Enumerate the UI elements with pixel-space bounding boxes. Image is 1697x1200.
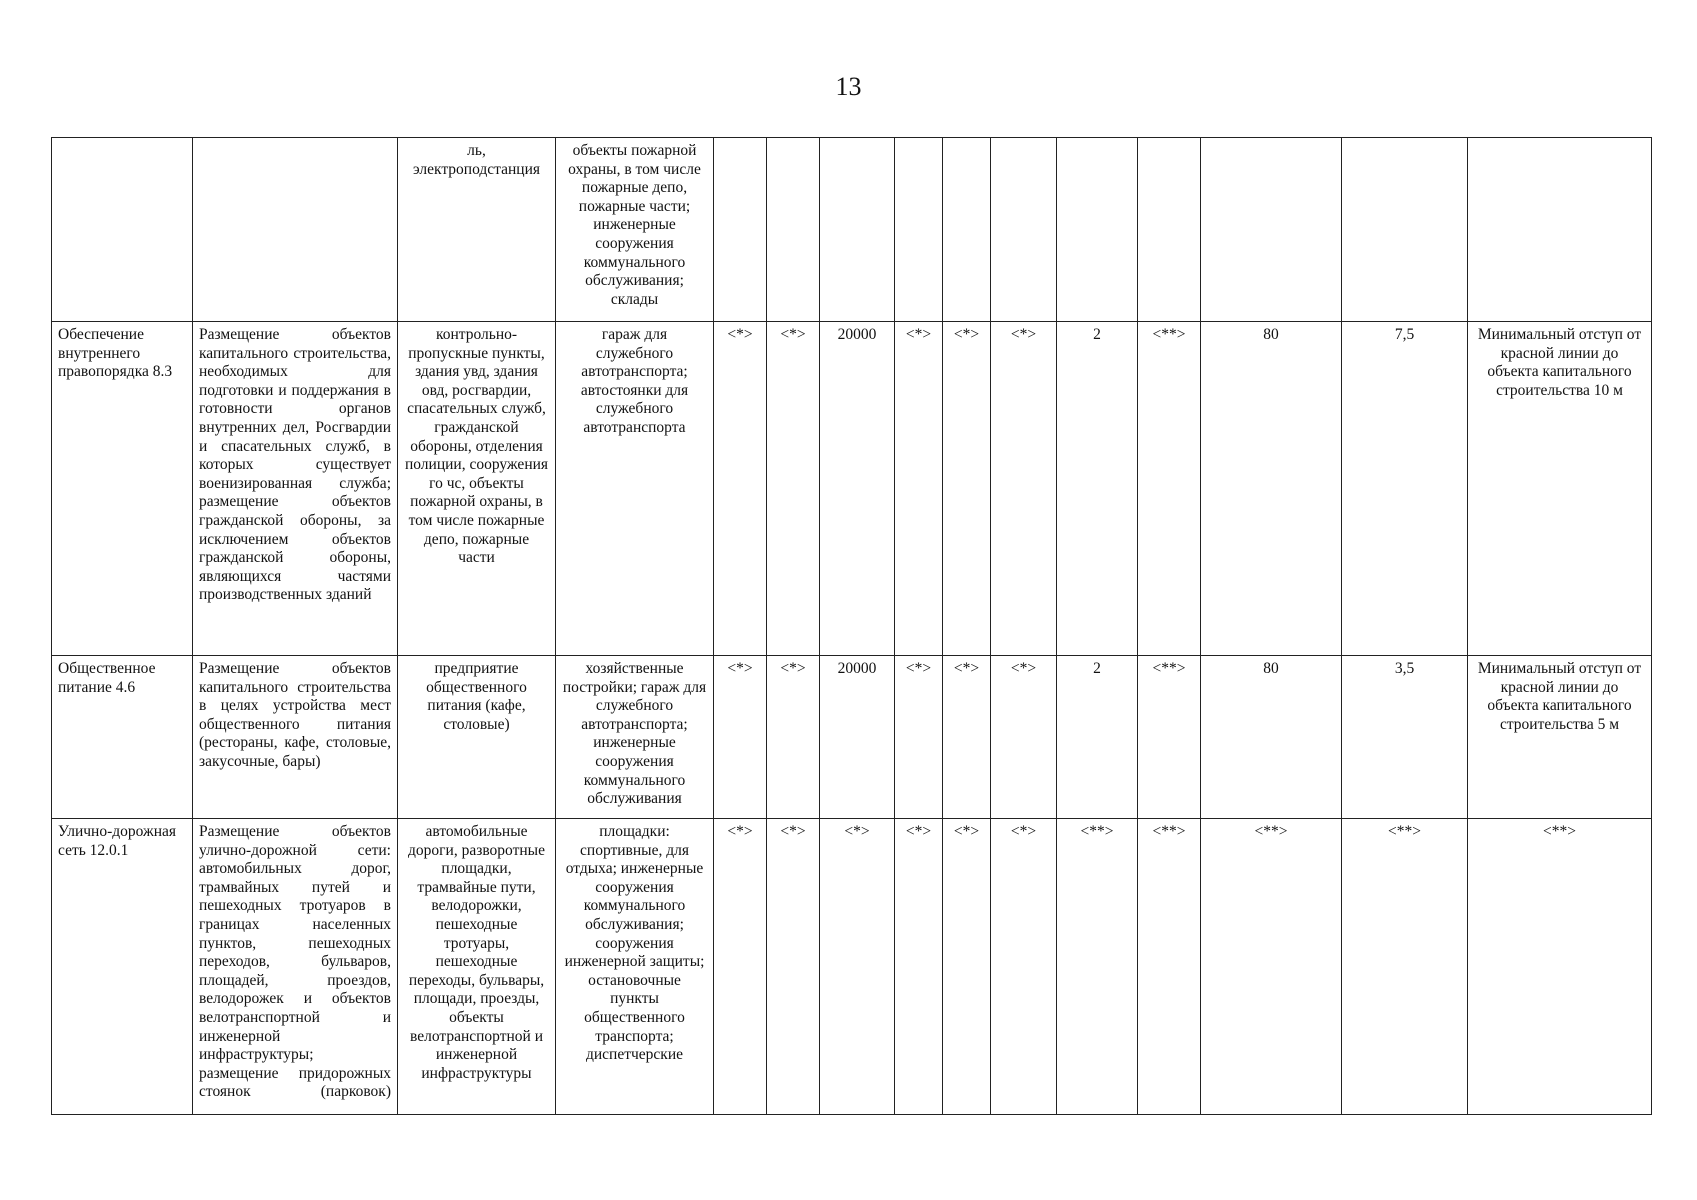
row-aux-objects: площадки: спортивные, для отдыха; инженерные сооружения коммунального обслуживания; сооружения инженерной защиты; остановочные пункты общественного транспорта; диспетчерские bbox=[556, 819, 714, 1115]
row-value: <*> bbox=[991, 819, 1057, 1115]
row-main-objects: автомобильные дороги, разворотные площадки, трамвайные пути, велодорожки, пешеходные тротуары, пешеходные переходы, бульвары, площади, проезды, объекты велотранспортной и инженерной инфраструктуры bbox=[398, 819, 556, 1115]
row-value bbox=[767, 138, 820, 322]
row-value bbox=[714, 138, 767, 322]
row-description: Размещение объектов улично-дорожной сети: автомобильных дорог, трамвайных путей и пешеходных тротуаров в границах населенных пунктов, пешеходных переходов, бульваров, площадей, проездов, велодорожек и объектов велотранспортной и инженерной инфраструктуры; размещение придорожных стоянок (парковок) bbox=[193, 819, 398, 1115]
row-value: 80 bbox=[1201, 322, 1342, 656]
row-value bbox=[1342, 138, 1468, 322]
row-value: <*> bbox=[943, 322, 991, 656]
row-value bbox=[991, 138, 1057, 322]
row-value: <**> bbox=[1057, 819, 1138, 1115]
row-value: <*> bbox=[714, 322, 767, 656]
row-value: <*> bbox=[895, 322, 943, 656]
row-value: <*> bbox=[895, 656, 943, 819]
row-value: 80 bbox=[1201, 656, 1342, 819]
row-value: <*> bbox=[714, 656, 767, 819]
row-value: <*> bbox=[943, 819, 991, 1115]
row-value: 7,5 bbox=[1342, 322, 1468, 656]
row-main-objects: контрольно-пропускные пункты, здания увд, здания овд, росгвардии, спасательных служб, гражданской обороны, отделения полиции, сооружения го чс, объекты пожарной охраны, в том числе пожарные депо, пожарные части bbox=[398, 322, 556, 656]
row-value: <*> bbox=[991, 656, 1057, 819]
row-value: 20000 bbox=[820, 656, 895, 819]
row-value: 20000 bbox=[820, 322, 895, 656]
row-value: <*> bbox=[895, 819, 943, 1115]
table-row bbox=[52, 138, 1652, 322]
row-value: 2 bbox=[1057, 322, 1138, 656]
row-value: <*> bbox=[714, 819, 767, 1115]
row-description: Размещение объектов капитального строительства в целях устройства мест общественного питания (рестораны, кафе, столовые, закусочные, бары) bbox=[193, 656, 398, 819]
row-aux-objects: хозяйственные постройки; гараж для служебного автотранспорта; инженерные сооружения коммунального обслуживания bbox=[556, 656, 714, 819]
row-aux-objects: гараж для служебного автотранспорта; автостоянки для служебного автотранспорта bbox=[556, 322, 714, 656]
row-aux-objects: объекты пожарной охраны, в том числе пожарные депо, пожарные части; инженерные сооружения коммунального обслуживания; склады bbox=[556, 138, 714, 322]
row-value bbox=[1057, 138, 1138, 322]
row-value: <**> bbox=[1138, 819, 1201, 1115]
row-note: Минимальный отступ от красной линии до объекта капитального строительства 10 м bbox=[1468, 322, 1652, 656]
row-value: <*> bbox=[820, 819, 895, 1115]
row-value: <**> bbox=[1138, 322, 1201, 656]
row-note bbox=[1468, 138, 1652, 322]
row-note: <**> bbox=[1468, 819, 1652, 1115]
row-value: <*> bbox=[943, 656, 991, 819]
row-name: Обеспечение внутреннего правопорядка 8.3 bbox=[52, 322, 193, 656]
row-value bbox=[820, 138, 895, 322]
row-description: Размещение объектов капитального строительства, необходимых для подготовки и поддержания в готовности органов внутренних дел, Росгвардии и спасательных служб, в которых существует военизированная служба; размещение объектов гражданской обороны, за исключением объектов гражданской обороны, являющихся частями производственных зданий bbox=[193, 322, 398, 656]
page-number: 13 bbox=[835, 72, 862, 101]
table-row bbox=[52, 819, 1652, 1115]
row-value: <*> bbox=[767, 656, 820, 819]
row-name bbox=[52, 138, 193, 322]
row-value: <*> bbox=[991, 322, 1057, 656]
row-main-objects: ль, электроподстанция bbox=[398, 138, 556, 322]
row-value bbox=[1138, 138, 1201, 322]
row-description bbox=[193, 138, 398, 322]
row-note: Минимальный отступ от красной линии до объекта капитального строительства 5 м bbox=[1468, 656, 1652, 819]
regulations-table bbox=[51, 137, 1652, 1115]
row-main-objects: предприятие общественного питания (кафе, столовые) bbox=[398, 656, 556, 819]
row-value: 2 bbox=[1057, 656, 1138, 819]
table-row bbox=[52, 322, 1652, 656]
row-name: Улично-дорожная сеть 12.0.1 bbox=[52, 819, 193, 1115]
row-value: 3,5 bbox=[1342, 656, 1468, 819]
row-value bbox=[943, 138, 991, 322]
row-value: <*> bbox=[767, 322, 820, 656]
row-value: <**> bbox=[1342, 819, 1468, 1115]
row-value bbox=[895, 138, 943, 322]
row-value: <*> bbox=[767, 819, 820, 1115]
row-name: Общественное питание 4.6 bbox=[52, 656, 193, 819]
row-value: <**> bbox=[1138, 656, 1201, 819]
row-value: <**> bbox=[1201, 819, 1342, 1115]
table-row bbox=[52, 656, 1652, 819]
row-value bbox=[1201, 138, 1342, 322]
